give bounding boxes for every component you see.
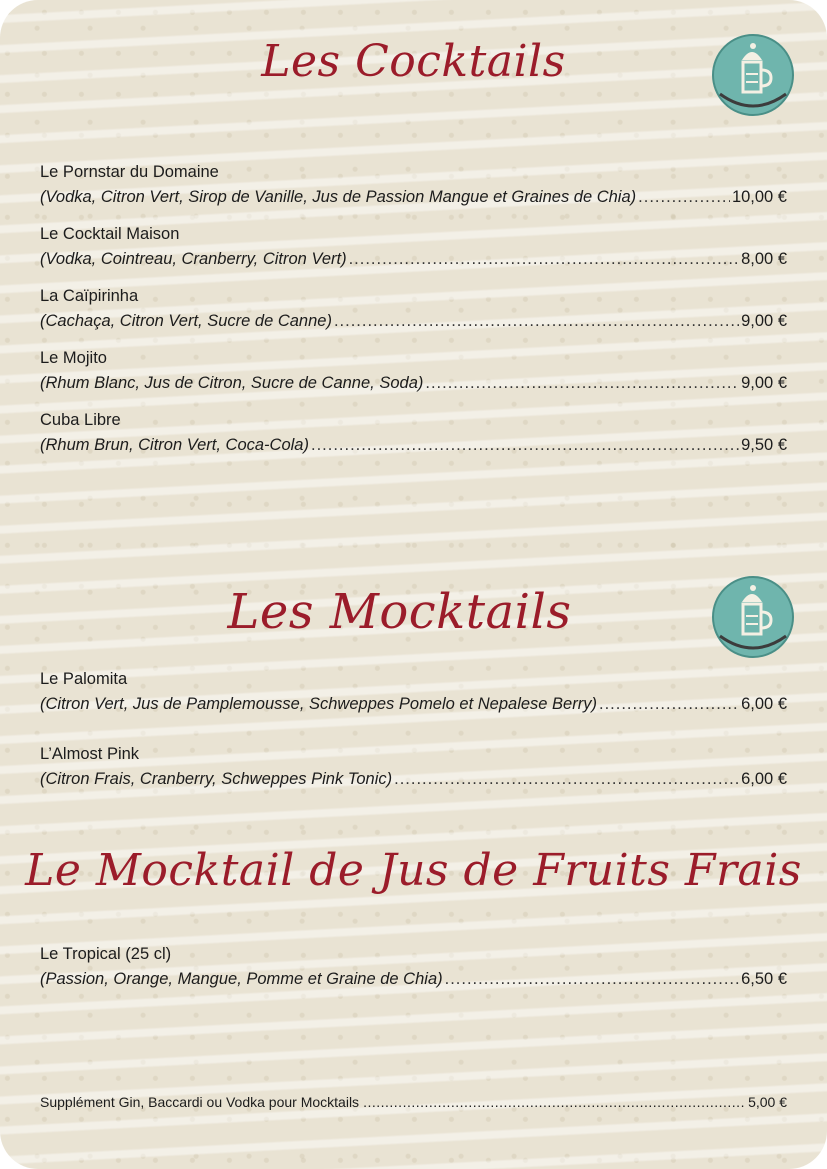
- item-desc: (Passion, Orange, Mangue, Pomme et Graine de Chia): [40, 970, 443, 988]
- item-price: 6,50 €: [741, 970, 787, 988]
- item-name: Le Pornstar du Domaine: [40, 163, 219, 181]
- item-desc: (Vodka, Citron Vert, Sirop de Vanille, Jus de Passion Mangue et Graines de Chia): [40, 188, 637, 206]
- item-desc: (Rhum Blanc, Jus de Citron, Sucre de Canne, Soda): [40, 374, 424, 392]
- item-price: 9,00 €: [741, 374, 787, 392]
- list-item: [40, 346, 787, 396]
- fresh-juice-title: Le Mocktail de Jus de Fruits Frais: [25, 845, 802, 896]
- item-desc: (Citron Frais, Cranberry, Schweppes Pink Tonic): [40, 770, 393, 788]
- item-price: 8,00 €: [741, 250, 787, 268]
- item-name: Le Palomita: [40, 670, 128, 688]
- supplement-line: [40, 1094, 787, 1110]
- supplement-label: Supplément Gin, Baccardi ou Vodka pour Mocktails: [40, 1094, 360, 1110]
- item-name: Le Tropical (25 cl): [40, 945, 172, 963]
- item-price: 6,00 €: [741, 770, 787, 788]
- item-desc: (Citron Vert, Jus de Pamplemousse, Schweppes Pomelo et Nepalese Berry): [40, 695, 597, 713]
- list-item: [40, 742, 787, 792]
- item-price: 6,00 €: [741, 695, 787, 713]
- mocktails-title: Les Mocktails: [227, 584, 572, 640]
- item-price: 9,50 €: [741, 436, 787, 454]
- item-price: 10,00 €: [731, 188, 787, 206]
- list-item: [40, 408, 787, 458]
- item-name: Cuba Libre: [40, 411, 121, 429]
- item-price: 9,00 €: [741, 312, 787, 330]
- item-desc: (Cachaça, Citron Vert, Sucre de Canne): [40, 312, 332, 330]
- item-name: Le Cocktail Maison: [40, 225, 180, 243]
- item-desc: (Vodka, Cointreau, Cranberry, Citron Vert): [40, 250, 347, 268]
- latte-glass-icon: [710, 32, 796, 118]
- item-name: La Caïpirinha: [40, 287, 139, 305]
- list-item: [40, 667, 787, 717]
- cocktails-title: Les Cocktails: [261, 36, 566, 87]
- list-item: [40, 222, 787, 272]
- latte-glass-icon: [710, 574, 796, 660]
- list-item: [40, 160, 787, 210]
- list-item: [40, 284, 787, 334]
- item-name: Le Mojito: [40, 349, 107, 367]
- list-item: [40, 942, 787, 992]
- supplement-price: 5,00 €: [748, 1094, 787, 1110]
- item-name: L’Almost Pink: [40, 745, 140, 763]
- item-desc: (Rhum Brun, Citron Vert, Coca-Cola): [40, 436, 309, 454]
